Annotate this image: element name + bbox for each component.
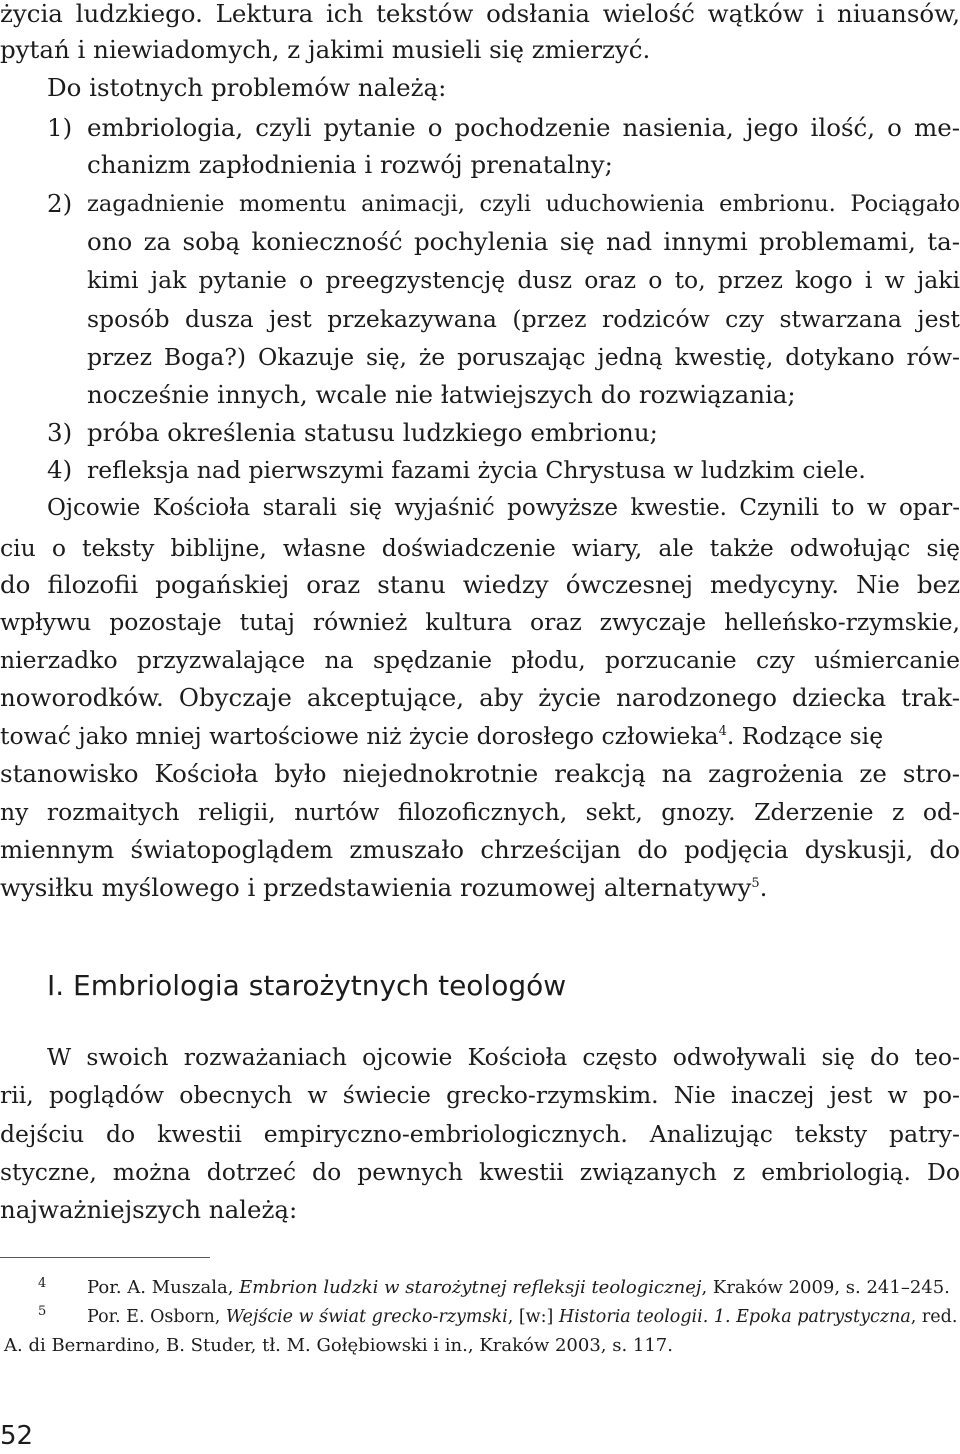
body-text-line: ny rozmaitych religii, nurtów filozoficznych, sekt, gnozy. Zderzenie z od- <box>0 798 960 826</box>
list-item-line: refleksja nad pierwszymi fazami życia Chrystusa w ludzkim ciele. <box>87 456 866 484</box>
footnote <box>87 1275 950 1301</box>
footnote-text: Por. A. Muszala, <box>87 1277 240 1298</box>
section-heading: I. Embriologia starożytnych teologów <box>47 969 567 1002</box>
list-item-line: próba określenia statusu ludzkiego embrionu; <box>87 418 658 447</box>
list-item-line: kimi jak pytanie o preegzystencję dusz oraz o to, przez kogo i w jaki <box>87 266 960 294</box>
body-text-line: styczne, można dotrzeć do pewnych kwestii związanych z embriologią. Do <box>0 1158 960 1186</box>
footnote-line: A. di Bernardino, B. Studer, tł. M. Gołębiowski i in., Kraków 2003, s. 117. <box>4 1335 673 1356</box>
body-text: tować jako mniej wartościowe niż życie dorosłego człowieka <box>0 722 719 750</box>
list-item-line: chanizm zapłodnienia i rozwój prenatalny; <box>87 150 613 179</box>
list-number: 1) <box>47 113 73 142</box>
footnote-title: Historia teologii. 1. Epoka patrystyczna <box>558 1307 911 1327</box>
body-text-line <box>0 870 960 906</box>
footnote-number: 5 <box>38 1304 47 1319</box>
body-text-line: miennym światopoglądem zmuszało chrześcijan do podjęcia dyskusji, do <box>0 835 960 864</box>
footnote-text: , red. <box>910 1307 958 1327</box>
list-item-line: zagadnienie momentu animacji, czyli uduchowienia embrionu. Pociągało <box>87 191 960 217</box>
list-item-line: przez Boga?) Okazuje się, że poruszając jedną kwestię, dotykano rów- <box>87 343 960 371</box>
body-text-line: pytań i niewiadomych, z jakimi musieli się zmierzyć. <box>0 35 651 64</box>
body-text-line: noworodków. Obyczaje akceptujące, aby życie narodzonego dziecka trak- <box>0 683 960 712</box>
footnote-title: Wejście w świat grecko-rzymski <box>225 1307 508 1327</box>
footnote-text: , Kraków 2009, s. 241–245. <box>701 1277 950 1298</box>
footnote <box>87 1304 957 1330</box>
footnote-number: 4 <box>38 1276 47 1291</box>
body-text-line: nierzadko przyzwalające na spędzanie płodu, porzucanie czy uśmiercanie <box>0 646 960 674</box>
footnote-separator <box>0 1257 210 1258</box>
body-text-line: stanowisko Kościoła było niejednokrotnie reakcją na zagrożenia ze stro- <box>0 759 960 788</box>
body-text-line: do filozofii pogańskiej oraz stanu wiedzy ówczesnej medycyny. Nie bez <box>0 570 960 599</box>
page-number: 52 <box>0 1421 34 1451</box>
body-text-line: ciu o teksty biblijne, własne doświadczenie wiary, ale także odwołując się <box>0 534 960 562</box>
list-item-line: sposób dusza jest przekazywana (przez rodziców czy stwarzana jest <box>87 305 960 333</box>
body-text-line: życia ludzkiego. Lektura ich tekstów odsłania wielość wątków i niuansów, <box>0 0 960 28</box>
body-text-line <box>0 718 960 754</box>
body-text-line: W swoich rozważaniach ojcowie Kościoła często odwoływali się do teo- <box>47 1043 960 1071</box>
body-text: . Rodzące się <box>726 722 884 750</box>
footnote-text: , [w:] <box>507 1307 559 1327</box>
footnote-ref[interactable]: 5 <box>751 875 760 891</box>
list-number: 2) <box>47 189 73 218</box>
footnote-text: Por. E. Osborn, <box>87 1307 226 1327</box>
body-text-line: najważniejszych należą: <box>0 1195 298 1224</box>
footnote-ref[interactable]: 4 <box>718 724 727 740</box>
list-item-line: embriologia, czyli pytanie o pochodzenie nasienia, jego ilość, o me- <box>87 113 960 142</box>
body-text-line: dejściu do kwestii empiryczno-embriologicznych. Analizując teksty patry- <box>0 1120 960 1148</box>
body-text-line: rii, poglądów obecnych w świecie grecko-rzymskim. Nie inaczej jest w po- <box>0 1081 960 1109</box>
list-intro: Do istotnych problemów należą: <box>47 73 447 102</box>
list-number: 4) <box>47 455 73 484</box>
body-text: . <box>759 873 768 902</box>
body-text-line: Ojcowie Kościoła starali się wyjaśnić powyższe kwestie. Czynili to w opar- <box>47 495 960 521</box>
body-text-line: wpływu pozostaje tutaj również kultura oraz zwyczaje helleńsko-rzymskie, <box>0 608 960 636</box>
list-item-line: nocześnie innych, wcale nie łatwiejszych do rozwiązania; <box>87 380 796 409</box>
list-number: 3) <box>47 418 73 447</box>
body-text: wysiłku myślowego i przedstawienia rozumowej alternatywy <box>0 873 752 902</box>
list-item-line: ono za sobą konieczność pochylenia się nad innymi problemami, ta- <box>87 227 960 256</box>
footnote-title: Embrion ludzki w starożytnej refleksji teologicznej <box>239 1277 702 1298</box>
